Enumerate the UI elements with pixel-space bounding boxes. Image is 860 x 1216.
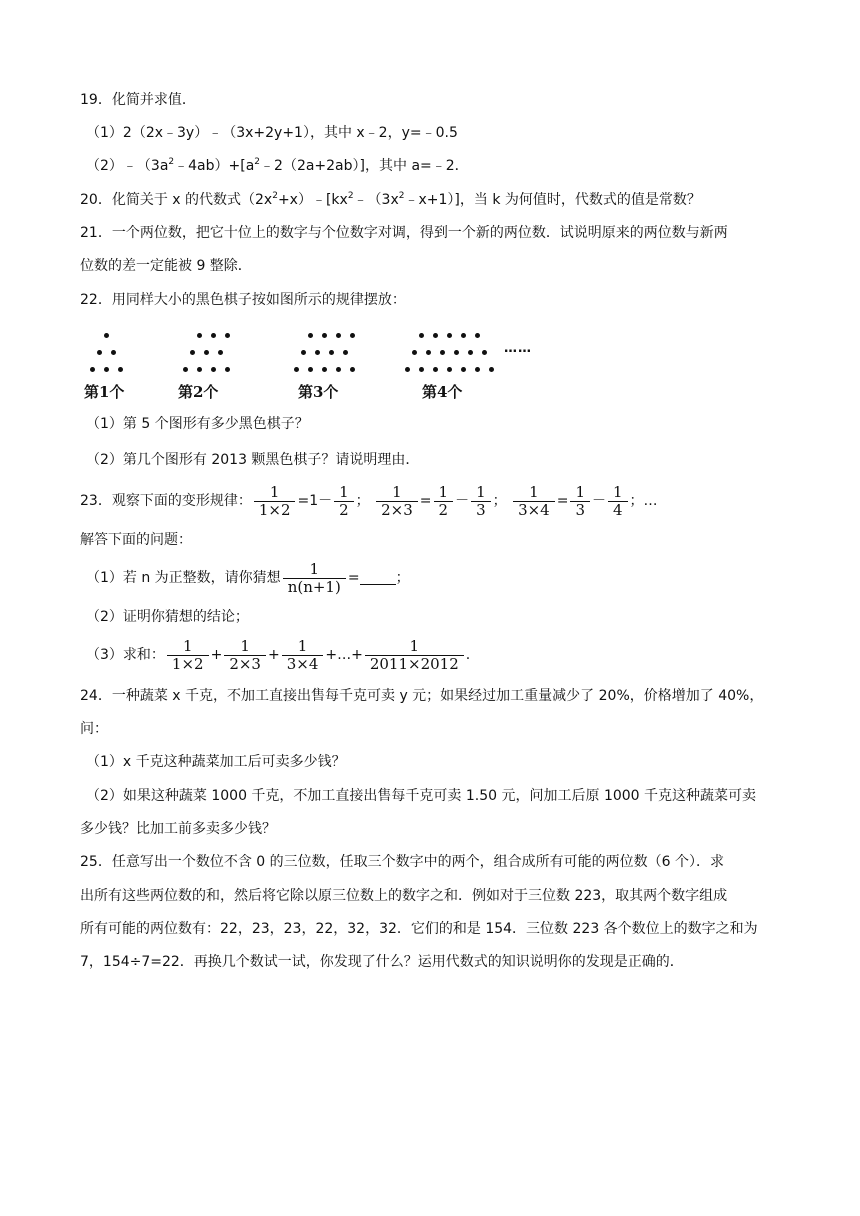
chess-piece-dot [412,350,417,355]
chess-piece-dot [97,350,102,355]
fraction: $\frac{1}{4}$ [608,484,628,519]
fraction: $\frac{1}{1\times 2}$ [254,484,296,519]
chess-piece-dot [197,333,202,338]
fraction: $\frac{1}{3\times 4}$ [282,638,324,673]
fraction: $\frac{1}{2\times 3}$ [224,638,266,673]
chess-piece-dot [350,333,355,338]
fraction: $\frac{1}{2011\times 2012}$ [365,638,464,673]
chess-piece-dot [322,367,327,372]
chess-piece-dot [104,367,109,372]
q24-line1: 24．一种蔬菜 x 千克，不加工直接出售每千克可卖 y 元；如果经过加工重量减少了 20%，价格增加了 40%， [80,688,764,704]
chess-piece-dot [440,350,445,355]
chess-piece-dot [90,367,95,372]
chess-piece-dot [301,350,306,355]
fraction: $\frac{1}{n(n+1)}$ [283,561,346,596]
fraction: $\frac{1}{2}$ [434,484,454,519]
chess-piece-dot [482,350,487,355]
q22-part2: （2）第几个图形有 2013 颗黑色棋子？请说明理由． [86,452,420,468]
chess-piece-dot [336,333,341,338]
q19-part1: （1）2（2x﹣3y）﹣（3x+2y+1），其中 x﹣2，y=﹣0.5 [86,125,458,141]
chess-piece-dot [294,367,299,372]
chess-piece-dot [419,367,424,372]
chess-piece-dot [308,333,313,338]
chess-piece-dot [315,350,320,355]
chess-piece-dot [183,367,188,372]
chess-piece-dot [475,367,480,372]
fraction: $\frac{1}{3}$ [570,484,590,519]
chess-piece-dot [211,367,216,372]
q23-prompt: 解答下面的问题： [80,532,192,548]
chess-piece-dot [190,350,195,355]
q25-line3: 所有可能的两位数有：22，23，23，22，32，32．它们的和是 154．三位数 223 各个数位上的数字之和为 [80,921,758,937]
chess-piece-dot [308,367,313,372]
q24-part1: （1）x 千克这种蔬菜加工后可卖多少钱？ [86,754,346,770]
pattern-4-label: 第4个 [422,383,463,401]
chess-piece-dot [461,367,466,372]
q24-part2-line1: （2）如果这种蔬菜 1000 千克，不加工直接出售每千克可卖 1.50 元，问加工后原 1000 千克这种蔬菜可卖 [86,788,757,804]
q19-title: 19．化简并求值． [80,92,196,108]
pattern-2-label: 第2个 [178,383,219,401]
chess-piece-dot [489,367,494,372]
q22-title: 22．用同样大小的黑色棋子按如图所示的规律摆放： [80,292,406,308]
chess-piece-dot [350,367,355,372]
chess-piece-dot [475,333,480,338]
chess-piece-dot [461,333,466,338]
chess-piece-dot [433,333,438,338]
chess-piece-dot [218,350,223,355]
fraction: $\frac{1}{1\times 2}$ [167,638,209,673]
pattern-ellipsis: …… [504,341,532,356]
chess-piece-dot [111,350,116,355]
q23-part1: （1）若 n 为正整数，请你猜想 $\frac{1}{n(n+1)}$ = ； [86,559,410,596]
q24-part2-line2: 多少钱？比加工前多卖多少钱？ [80,821,276,837]
pattern-1-label: 第1个 [84,383,125,401]
chess-piece-dot [211,333,216,338]
chess-piece-dot [118,367,123,372]
chess-piece-dot [419,333,424,338]
chess-piece-dot [225,333,230,338]
fraction: $\frac{1}{3}$ [471,484,491,519]
chess-piece-dot [197,367,202,372]
chess-piece-dot [447,367,452,372]
q25-line1: 25．任意写出一个数位不含 0 的三位数，任取三个数字中的两个，组合成所有可能的两位数（6 个）．求 [80,854,724,870]
chess-piece-dot [468,350,473,355]
chess-piece-dot [433,367,438,372]
chess-pattern-figure [84,324,536,406]
q23-part3: （3）求和： $\frac{1}{1\times 2}$ + $\frac{1}{2\times 3}$ + $\frac{1}{3\times 4}$ +…+ $\frac{1}{2011\times 2012}$ . [86,636,471,673]
chess-piece-dot [104,333,109,338]
fraction: $\frac{1}{3\times 4}$ [513,484,555,519]
q23-part2: （2）证明你猜想的结论； [86,609,249,625]
q21-line2: 位数的差一定能被 9 整除． [80,258,252,274]
chess-piece-dot [405,367,410,372]
q20-text: 20．化简关于 x 的代数式$(2x^2+x)﹣[kx^2﹣(3x^2﹣x+1)]$，当 k 为何值时，代数式的值是常数？ [80,191,701,208]
q19-part2: $(2)﹣(3a^2﹣4ab)+[a^2﹣2(2a+2ab)]$，其中 a=﹣2． [86,157,469,174]
q21-line1: 21．一个两位数，把它十位上的数字与个位数字对调，得到一个新的两位数．试说明原来的两位数与新两 [80,225,728,241]
chess-piece-dot [329,350,334,355]
fraction: $\frac{1}{2}$ [334,484,354,519]
answer-blank [360,572,396,585]
q22-part1: （1）第 5 个图形有多少黑色棋子？ [86,416,309,432]
q25-line2: 出所有这些两位数的和，然后将它除以原三位数上的数字之和．例如对于三位数 223，取其两个数字组成 [80,888,728,904]
chess-piece-dot [426,350,431,355]
chess-piece-dot [447,333,452,338]
chess-piece-dot [454,350,459,355]
fraction: $\frac{1}{2\times 3}$ [376,484,418,519]
chess-piece-dot [343,350,348,355]
pattern-3-label: 第3个 [298,383,339,401]
q23-pattern: 23．观察下面的变形规律： $\frac{1}{1\times 2}$ =1－ $\frac{1}{2}$ ； $\frac{1}{2\times 3}$ = $\frac{1}{2}$ － $\frac{1}{3}$ ； $\frac{1}{3\times 4}$ = $\frac{1}{3}$ － $\frac{1}{4}$ ；… [80,482,658,519]
chess-piece-dot [204,350,209,355]
chess-piece-dot [336,367,341,372]
chess-piece-dot [225,367,230,372]
q25-line4: 7，154÷7=22．再换几个数试一试，你发现了什么？运用代数式的知识说明你的发现是正确的． [80,954,684,970]
q24-line2: 问： [80,721,108,737]
chess-piece-dot [322,333,327,338]
